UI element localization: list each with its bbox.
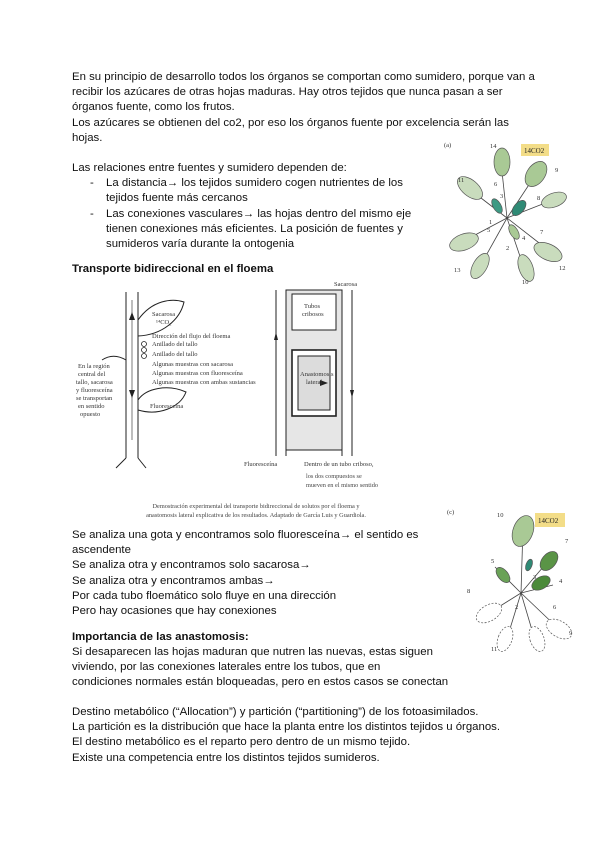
leaf [509, 198, 528, 218]
tube-label: Tubos [304, 303, 321, 310]
leaves [447, 148, 568, 284]
leaf-number: 12 [559, 265, 566, 272]
leaf-number: 8 [537, 195, 541, 202]
caption-line: Demostración experimental del transporte bidireccional de solutos por el floema y [152, 503, 360, 510]
arrow-up [274, 332, 278, 340]
leaf-number: 9 [569, 630, 573, 637]
intro-line: órganos fuente, como los frutos. [72, 101, 235, 114]
leaf-number: 7 [565, 538, 569, 545]
list-item [72, 207, 432, 253]
fluorescein-label: Fluoresceína [150, 403, 184, 410]
arrow-up [129, 312, 135, 320]
relations-list [72, 176, 432, 252]
leaf-number: 2 [506, 245, 510, 252]
legend-item: Algunas muestras con fluoresceína [152, 370, 243, 377]
left-label-line: central del [78, 371, 106, 378]
leaf [494, 148, 510, 176]
leaf-number: 4 [559, 578, 563, 585]
leaf [526, 624, 548, 653]
leaf-number: 3 [500, 193, 504, 200]
leaf [531, 238, 565, 265]
anastomosis-line: condiciones normales están bloqueadas, pero en estos casos se conectan [72, 676, 449, 689]
destino-paragraph [72, 705, 500, 766]
intro-line: recibir los azúcares de otras hojas maduras. Hay otros tejidos que nunca pasan a ser [72, 86, 503, 99]
left-label-line: en sentido [78, 403, 105, 410]
list-item-line: tienen conexiones más eficientes. La posición de fuentes y [106, 222, 403, 235]
panel-label-c: (c) [447, 509, 455, 516]
destino-line: Destino metabólico (“Allocation”) y partición (“partitioning”) de los fotoasimilados. [72, 706, 479, 718]
leaf-number: 5 [487, 227, 491, 234]
anastomosis-label: Anastomosis [300, 371, 334, 378]
left-label-line: y fluoresceína [76, 387, 113, 394]
tube-note: Dentro de un tubo criboso, [304, 461, 374, 468]
leaf [494, 624, 516, 653]
leaf-number: 2 [515, 604, 519, 611]
legend-item: Anillado del tallo [152, 341, 198, 348]
diagram-caption [86, 502, 426, 520]
leaf [467, 250, 493, 281]
analysis-section [72, 528, 418, 619]
leaf [447, 229, 481, 254]
caption-line: anastomosis lateral explicativa de los resultados. Adaptado de García Luis y Guardiola. [146, 512, 366, 519]
left-label-line: opuesto [80, 411, 101, 418]
list-item-line: sumideros varía durante la ontogenia [106, 238, 295, 251]
leaf-number: 11 [491, 646, 498, 653]
leaf-number: 1 [489, 219, 493, 226]
tube-note-line: mueven en el mismo sentido [306, 482, 379, 489]
co2-label: 14CO2 [524, 147, 545, 155]
left-label-line: En la región [78, 363, 110, 370]
leaf [507, 223, 522, 241]
anastomosis-line: viviendo, por las conexiones laterales entre los tubos, que en [72, 661, 381, 674]
leaf [524, 558, 534, 571]
analysis-line: Se analiza una gota y encontramos solo fluoresceína→ el sentido es [72, 529, 419, 541]
analysis-line: Se analiza otra y encontramos ambas→ [72, 574, 275, 587]
left-label-line: tallo, sacarosa [76, 379, 113, 386]
transport-diagram [72, 280, 412, 472]
analysis-line: ascendente [72, 544, 131, 557]
leaf [508, 513, 538, 550]
leaf-number: 5 [491, 558, 495, 565]
leaf [473, 599, 505, 627]
analysis-line: Se analiza otra y encontramos solo sacarosa→ [72, 559, 311, 572]
left-label-line: se transportan [76, 395, 113, 402]
legend [152, 333, 256, 386]
tube-note-line: los dos compuestos se [306, 473, 362, 480]
intro-line: hojas. [72, 131, 103, 144]
list-item-line: - Las conexiones vasculares→ las hojas dentro del mismo eje [106, 207, 412, 220]
legend-item: Dirección del flujo del floema [152, 333, 231, 340]
leaf-number: 14 [490, 143, 497, 150]
tube-label: cribosos [302, 311, 324, 318]
relations-lead: Las relaciones entre fuentes y sumidero dependen de: [72, 162, 347, 174]
leaf [539, 189, 568, 211]
leaf-number: 6 [494, 181, 498, 188]
heading-anastomosis: Importancia de las anastomosis: [72, 631, 249, 643]
arrow-down [350, 390, 354, 398]
plant-figure-c [445, 505, 580, 655]
intro-line: Los azúcares se obtienen del co2, por eso los órganos fuente por excelencia serán las [72, 116, 509, 129]
leaf-number: 10 [522, 279, 529, 286]
tube-fluorescein-label: Fluoresceína [244, 461, 278, 468]
legend-item: Algunas muestras con ambas sustancias [152, 379, 256, 386]
analysis-line: Pero hay ocasiones que hay conexiones [72, 605, 277, 618]
analysis-line: Por cada tubo floemático solo fluye en una dirección [72, 589, 337, 602]
anastomosis-paragraph [72, 645, 448, 691]
leaf-number: 7 [540, 229, 544, 236]
heading-transport: Transporte bidireccional en el floema [72, 263, 274, 275]
leaf [521, 157, 552, 190]
anastomosis-line: Si desaparecen las hojas maduran que nutren las nuevas, estas siguen [72, 646, 433, 658]
plant-figure-a [440, 138, 575, 288]
ring-markers [142, 342, 147, 359]
sucrose-co2-label: ¹⁴CO₂ [156, 319, 172, 326]
sucrose-label: Sacarosa [152, 311, 176, 318]
anastomosis-label: lateral [306, 379, 323, 386]
left-labels [76, 363, 113, 418]
destino-line: Existe una competencia entre los distintos tejidos sumideros. [72, 751, 380, 764]
intro-paragraph [72, 70, 535, 146]
leaf-number: 6 [553, 604, 557, 611]
leaf-number: 11 [458, 177, 465, 184]
legend-item: Anillado del tallo [152, 351, 198, 358]
tube-sucrose-label: Sacarosa [334, 281, 358, 288]
panel-label-a: (a) [444, 142, 452, 149]
co2-label: 14CO2 [538, 517, 559, 525]
tube-note-cont [306, 472, 378, 490]
arrow-down [129, 390, 135, 398]
legend-item: Algunas muestras con sacarosa [152, 361, 234, 368]
leaf-number: 9 [555, 167, 559, 174]
leaf-number: 10 [497, 512, 504, 519]
list-item-line: - La distancia→ los tejidos sumidero cogen nutrientes de los [106, 177, 403, 190]
destino-line: La partición es la distribución que hace la planta entre los distintos tejidos u órganos. [72, 721, 501, 734]
leaf-number: 4 [522, 235, 526, 242]
leaf-number: 3 [533, 574, 537, 581]
relations-section [72, 161, 432, 252]
leaf [543, 615, 575, 643]
leaf-number: 13 [454, 267, 461, 274]
leaf-number: 8 [467, 588, 471, 595]
list-item [72, 176, 432, 206]
list-item-line: tejidos fuente más cercanos [106, 192, 248, 205]
intro-line: En su principio de desarrollo todos los órganos se comportan como sumidero, porque van a [72, 71, 535, 83]
destino-line: El destino metabólico es el reparto pero dentro de un mismo tejido. [72, 736, 411, 749]
